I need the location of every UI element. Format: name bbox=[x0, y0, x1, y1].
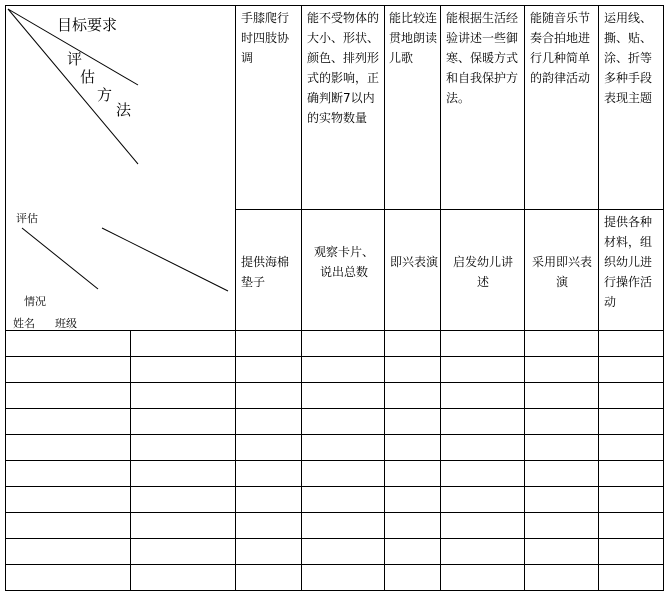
method-cell-1: 提供海棉垫子 bbox=[241, 255, 290, 289]
goal-cell-5: 能随音乐节奏合拍地进行几种简单的韵律活动 bbox=[530, 11, 591, 85]
goal-cell-2: 能不受物体的大小、形状、颜色、排列形式的影响，正确判断7以内的实物数量 bbox=[307, 11, 380, 125]
eval-method-char-1: 评 bbox=[67, 50, 83, 68]
goal-cell-6: 运用线、撕、贴、涂、折等多种手段表现主题 bbox=[604, 11, 653, 105]
eval-method-char-4: 法 bbox=[116, 101, 132, 119]
method-cell-6: 提供各种材料，组织幼儿进行操作活动 bbox=[604, 215, 653, 309]
goal-cell-4: 能根据生活经验讲述一些御寒、保暖方式和自我保护方法。 bbox=[446, 11, 519, 105]
eval-method-char-2: 估 bbox=[80, 68, 96, 86]
eval-method-char-3: 方 bbox=[97, 86, 113, 104]
method-cell-2: 观察卡片、说出总数 bbox=[314, 245, 375, 279]
method-cell-5: 采用即兴表演 bbox=[531, 255, 592, 289]
method-cell-4: 启发幼儿讲述 bbox=[452, 255, 513, 289]
method-cell-3: 即兴表演 bbox=[390, 255, 439, 269]
goal-cell-1: 手膝爬行时四肢协调 bbox=[241, 11, 290, 65]
class-label: 班级 bbox=[55, 317, 77, 330]
goal-label: 目标要求 bbox=[57, 16, 118, 34]
assessment-label: 评估 bbox=[16, 212, 38, 225]
name-label: 姓名 bbox=[13, 317, 35, 330]
goal-cell-3: 能比较连贯地朗读儿歌 bbox=[389, 11, 438, 65]
situation-label: 情况 bbox=[24, 295, 46, 308]
